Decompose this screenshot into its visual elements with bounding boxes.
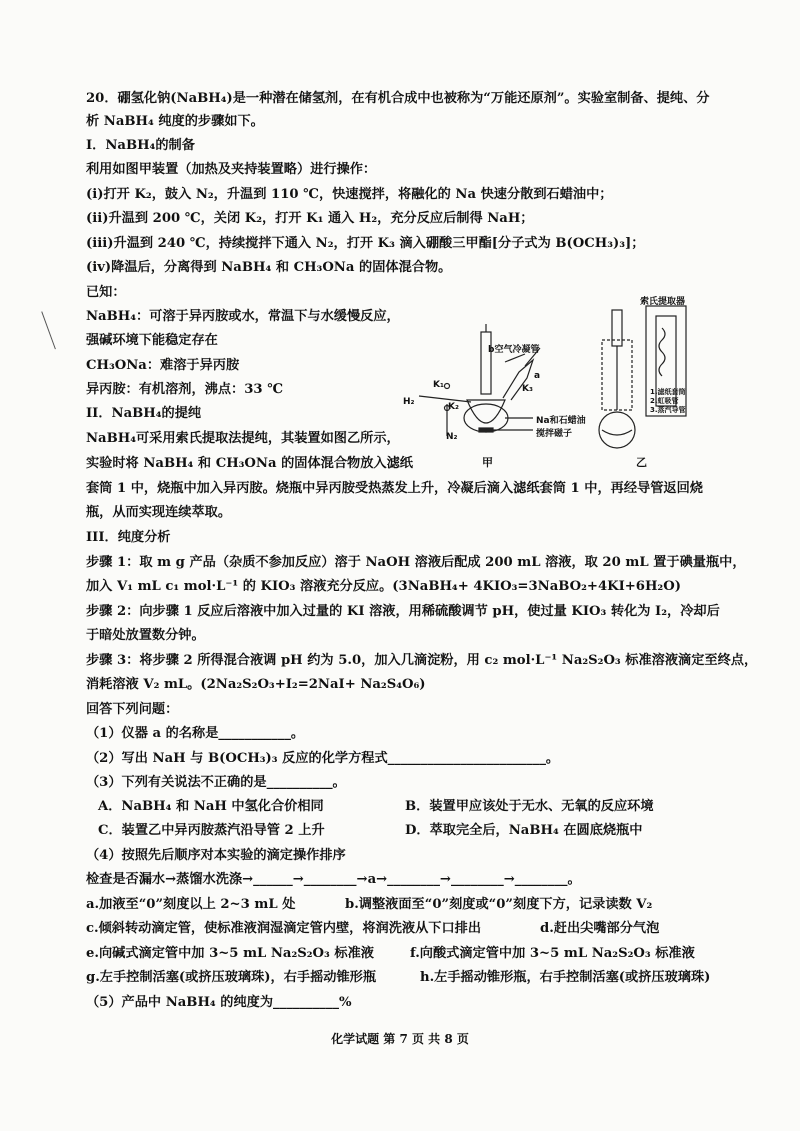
answer-heading: 回答下列问题： [86,702,179,717]
analysis-step1-b: 加入 V₁ mL c₁ mol·L⁻¹ 的 KIO₃ 溶液充分反应。(3NaBH₄+ 4KIO₃=3NaBO₂+4KI+6H₂O) [86,579,681,594]
known-nabh4-a: NaBH₄：可溶于异丙胺或水，常温下与水缓慢反应， [86,309,400,324]
known-ch3ona: CH₃ONa：难溶于异丙胺 [86,358,240,373]
operation-a: a.加液至“0”刻度以上 2~3 mL 处 [86,897,296,912]
apparatus-yi-figure [594,300,694,470]
step-ii: (ii)升温到 200 ℃，关闭 K₂，打开 K₁ 通入 H₂，充分反应后制得 NaH； [86,211,534,226]
step-iv: (iv)降温后，分离得到 NaBH₄ 和 CH₃ONa 的固体混合物。 [86,260,452,275]
jia-label-a: a [534,371,541,381]
known-isopropylamine: 异丙胺：有机溶剂，沸点：33 ℃ [86,382,283,397]
option-3c: C．装置乙中异丙胺蒸汽沿导管 2 上升 [98,823,325,838]
scan-mark [41,311,57,350]
purify-text-d: 瓶，从而实现连续萃取。 [86,505,232,520]
question-2: （2）写出 NaH 与 B(OCH₃)₃ 反应的化学方程式________________________。 [86,751,560,766]
step-i: (i)打开 K₂，鼓入 N₂，升温到 110 ℃，快速搅拌，将融化的 Na 快速分散到石蜡油中； [86,187,613,202]
jia-label-b: b空气冷凝管 [488,345,540,355]
jia-label-n2: N₂ [446,432,458,442]
jia-label-stir: 搅拌磁子 [536,429,573,439]
analysis-step3-b: 消耗溶液 V₂ mL。(2Na₂S₂O₃+I₂=2NaI+ Na₂S₄O₆) [86,677,426,692]
analysis-step2-b: 于暗处放置数分钟。 [86,628,205,643]
analysis-step3-a: 步骤 3：将步骤 2 所得混合液调 pH 约为 5.0，加入几滴淀粉，用 c₂ mol·L⁻¹ Na₂S₂O₃ 标准溶液滴定至终点， [86,653,758,668]
jia-label-oil: Na和石蜡油 [536,416,586,426]
operation-h: h.左手摇动锥形瓶，右手控制活塞(或挤压玻璃珠) [420,970,711,985]
jia-label-h2: H₂ [403,397,415,407]
yi-legend-2: 2.虹吸管 [650,397,679,405]
question-4-sequence: 检查是否漏水→蒸馏水洗涤→______→________→a→________→________→________。 [86,872,581,887]
jia-label-k3: K₃ [522,384,533,394]
intro-text: 利用如图甲装置（加热及夹持装置略）进行操作： [86,162,377,177]
jia-label-k2: K₂ [448,402,459,412]
yi-legend-1: 1.滤纸套筒 [650,388,686,396]
operation-e: e.向碱式滴定管中加 3~5 mL Na₂S₂O₃ 标准液 [86,946,374,961]
yi-legend-3: 3.蒸汽导管 [650,406,686,414]
known-nabh4-b: 强碱环境下能稳定存在 [86,333,218,348]
question-title-line2: 析 NaBH₄ 纯度的步骤如下。 [86,114,264,129]
jia-label-k1: K₁ [433,380,444,390]
operation-f: f.向酸式滴定管中加 3~5 mL Na₂S₂O₃ 标准液 [410,946,695,961]
yi-caption: 乙 [636,456,647,469]
question-1: （1）仪器 a 的名称是___________。 [86,726,305,741]
analysis-step1-a: 步骤 1：取 m g 产品（杂质不参加反应）溶于 NaOH 溶液后配成 200 mL 溶液，取 20 mL 置于碘量瓶中， [86,555,746,570]
question-4: （4）按照先后顺序对本实验的滴定操作排序 [86,848,346,863]
operation-d: d.赶出尖嘴部分气泡 [540,921,660,936]
operation-c: c.倾斜转动滴定管，使标准液润湿滴定管内壁，将润洗液从下口排出 [86,921,482,936]
purify-text-a: NaBH₄可采用索氏提取法提纯，其装置如图乙所示， [86,431,400,446]
yi-label-top: 索氏提取器 [640,297,686,307]
section-1-heading: I．NaBH₄的制备 [86,138,195,153]
question-5: （5）产品中 NaBH₄ 的纯度为__________% [86,995,352,1010]
option-3a: A．NaBH₄ 和 NaH 中氢化合价相同 [98,799,324,814]
section-3-heading: III．纯度分析 [86,530,171,545]
known-label: 已知： [86,285,126,300]
analysis-step2-a: 步骤 2：向步骤 1 反应后溶液中加入过量的 KI 溶液，用稀硫酸调节 pH，使过量 KIO₃ 转化为 I₂，冷却后 [86,604,720,619]
option-3b: B．装置甲应该处于无水、无氧的反应环境 [405,799,654,814]
section-2-heading: II．NaBH₄的提纯 [86,406,202,421]
question-3: （3）下列有关说法不正确的是__________。 [86,775,346,790]
jia-caption: 甲 [482,456,493,469]
operation-b: b.调整液面至“0”刻度或“0”刻度下方，记录读数 V₂ [345,897,653,912]
option-3d: D．萃取完全后，NaBH₄ 在圆底烧瓶中 [405,823,643,838]
purify-text-c: 套筒 1 中，烧瓶中加入异丙胺。烧瓶中异丙胺受热蒸发上升，冷凝后滴入滤纸套筒 1 中，再经导管返回烧 [86,481,703,496]
page-footer: 化学试题 第 7 页 共 8 页 [331,1032,469,1046]
purify-text-b: 实验时将 NaBH₄ 和 CH₃ONa 的固体混合物放入滤纸 [86,456,413,471]
question-title-line1: 20．硼氢化钠(NaBH₄)是一种潜在储氢剂，在有机合成中也被称为“万能还原剂”。实验室制备、提纯、分 [86,91,710,106]
operation-g: g.左手控制活塞(或挤压玻璃珠)，右手摇动锥形瓶 [86,970,377,985]
step-iii: (iii)升温到 240 ℃，持续搅拌下通入 N₂，打开 K₃ 滴入硼酸三甲酯[分子式为 B(OCH₃)₃]； [86,236,645,251]
